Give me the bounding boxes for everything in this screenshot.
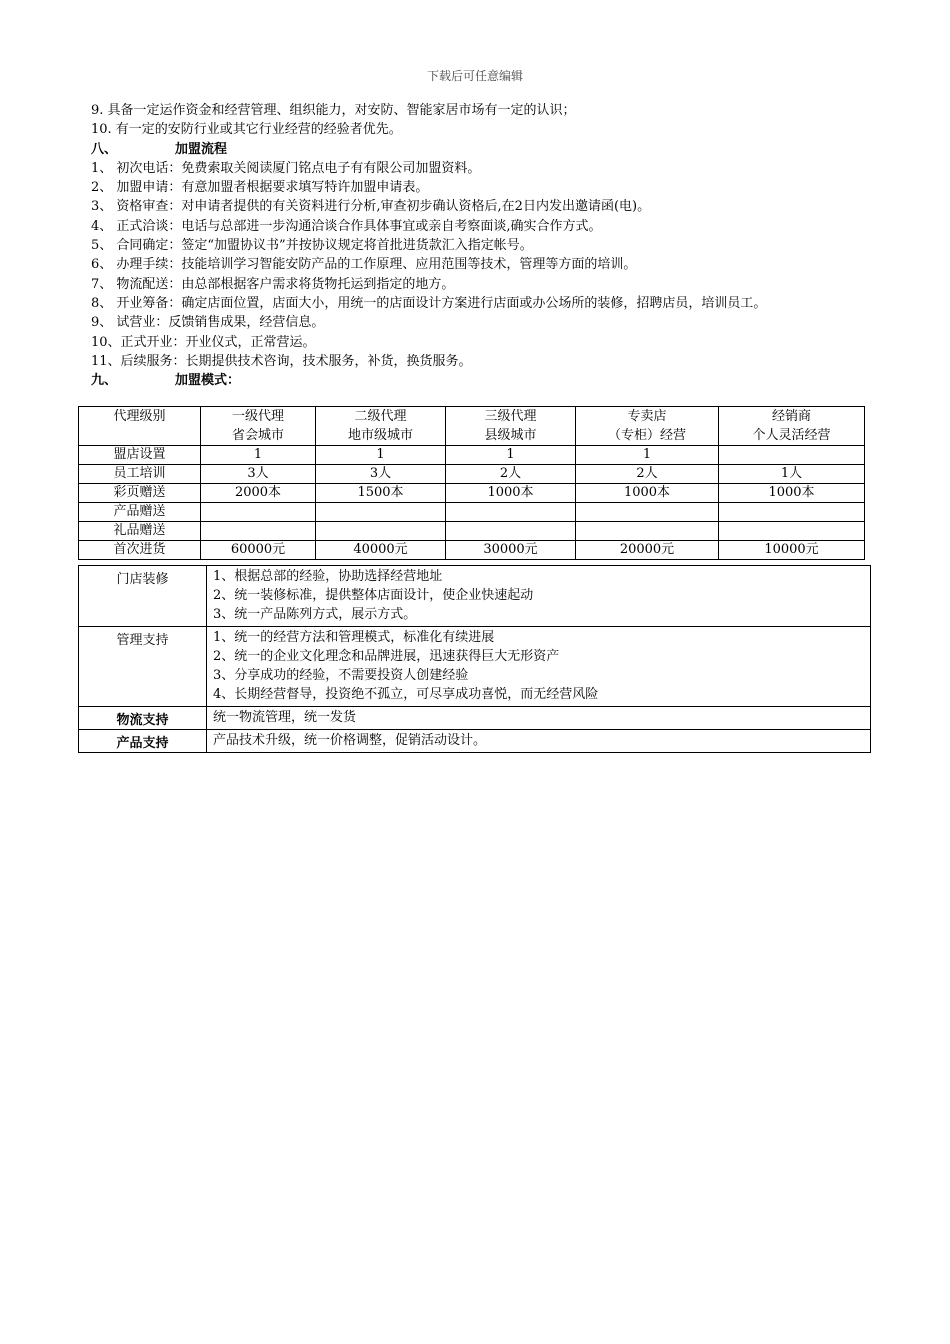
table-cell: 20000元 [576, 541, 719, 560]
section-title: 加盟流程 [175, 141, 228, 157]
support-line: 统一物流管理，统一发货 [213, 710, 357, 725]
section-heading-franchise-process [91, 140, 871, 159]
row-label: 盟店设置 [79, 446, 201, 465]
process-step: 5、 合同确定：签定“加盟协议书”并按协议规定将首批进货款汇入指定帐号。 [91, 238, 533, 254]
table-cell: 1000本 [446, 484, 576, 503]
column-header: 二级代理 地市级城市 [316, 407, 446, 446]
support-row [79, 707, 871, 730]
table-cell: 1500本 [316, 484, 446, 503]
support-line: 4、长期经营督导，投资绝不孤立，可尽享成功喜悦，而无经营风险 [213, 687, 599, 702]
support-content [207, 707, 871, 730]
section-heading-franchise-model [91, 371, 871, 390]
table-cell: 60000元 [201, 541, 316, 560]
table-cell [316, 503, 446, 522]
table-cell [201, 522, 316, 541]
support-line: 3、分享成功的经验，不需要投资人创建经验 [213, 668, 469, 683]
table-cell: 3人 [201, 465, 316, 484]
table-cell: 1 [201, 446, 316, 465]
requirement-10: 10. 有一定的安防行业或其它行业经营的经验者优先。 [91, 122, 402, 138]
process-step: 10、正式开业：开业仪式，正常营运。 [91, 334, 316, 350]
table-corner-cell: 代理级别 [79, 407, 201, 446]
table-cell [719, 522, 865, 541]
support-line: 1、统一的经营方法和管理模式，标准化有续进展 [213, 630, 495, 645]
row-label: 彩页赠送 [79, 484, 201, 503]
page-header: 下载后可任意编辑 [426, 69, 523, 83]
support-line: 2、统一装修标准，提供整体店面设计，使企业快速起动 [213, 588, 534, 603]
row-label: 首次进货 [79, 541, 201, 560]
table-header-row [79, 407, 865, 446]
requirement-9: 9. 具备一定运作资金和经营管理、组织能力，对安防、智能家居市场有一定的认识； [91, 103, 576, 118]
support-line: 1、根据总部的经验，协助选择经营地址 [213, 569, 443, 584]
table-row [79, 446, 865, 465]
support-label: 物流支持 [79, 707, 207, 730]
support-line: 产品技术升级，统一价格调整，促销活动设计。 [213, 733, 487, 748]
table-cell: 2000本 [201, 484, 316, 503]
table-cell: 1000本 [719, 484, 865, 503]
table-cell [719, 503, 865, 522]
table-row [79, 503, 865, 522]
row-label: 产品赠送 [79, 503, 201, 522]
process-step: 4、 正式洽谈：电话与总部进一步沟通洽谈合作具体事宜或亲自考察面谈,确实合作方式。 [91, 218, 602, 234]
process-step: 7、 物流配送：由总部根据客户需求将货物托运到指定的地方。 [91, 276, 455, 292]
process-step: 11、后续服务：长期提供技术咨询，技术服务，补货，换货服务。 [91, 353, 472, 369]
support-label: 管理支持 [79, 627, 207, 707]
section-number: 八、 [91, 141, 118, 157]
table-cell: 40000元 [316, 541, 446, 560]
support-row [79, 627, 871, 707]
column-header: 专卖店 （专柜）经营 [576, 407, 719, 446]
table-cell [719, 446, 865, 465]
row-label: 礼品赠送 [79, 522, 201, 541]
table-cell: 2人 [576, 465, 719, 484]
table-cell: 3人 [316, 465, 446, 484]
support-content [207, 627, 871, 707]
column-header: 经销商 个人灵活经营 [719, 407, 865, 446]
process-step: 3、 资格审查：对申请者提供的有关资料进行分析,审查初步确认资格后,在2日内发出邀请函(电)。 [91, 199, 651, 215]
table-cell: 1 [316, 446, 446, 465]
section-number: 九、 [91, 373, 118, 389]
support-line: 2、统一的企业文化理念和品牌进展，迅速获得巨大无形资产 [213, 649, 560, 664]
table-cell [446, 503, 576, 522]
table-cell [201, 503, 316, 522]
table-cell: 1人 [719, 465, 865, 484]
table-cell [446, 522, 576, 541]
table-cell: 1 [446, 446, 576, 465]
table-cell: 10000元 [719, 541, 865, 560]
table-row [79, 484, 865, 503]
table-cell [576, 522, 719, 541]
franchise-support-table [78, 565, 871, 753]
column-header: 一级代理 省会城市 [201, 407, 316, 446]
support-label: 产品支持 [79, 730, 207, 753]
support-label: 门店装修 [79, 566, 207, 627]
table-row [79, 465, 865, 484]
table-cell: 30000元 [446, 541, 576, 560]
row-label: 员工培训 [79, 465, 201, 484]
process-step: 2、 加盟申请：有意加盟者根据要求填写特许加盟申请表。 [91, 180, 429, 196]
support-row [79, 730, 871, 753]
support-content [207, 730, 871, 753]
process-step: 8、 开业筹备：确定店面位置，店面大小，用统一的店面设计方案进行店面或办公场所的装修，招聘店员，培训员工。 [91, 295, 767, 311]
table-cell: 1000本 [576, 484, 719, 503]
table-cell [576, 503, 719, 522]
table-cell: 2人 [446, 465, 576, 484]
table-row [79, 522, 865, 541]
process-step: 9、 试营业：反馈销售成果，经营信息。 [91, 315, 325, 331]
support-line: 3、统一产品陈列方式，展示方式。 [213, 607, 417, 622]
process-step: 1、 初次电话：免费索取关阅读厦门铭点电子有有限公司加盟资料。 [91, 160, 481, 176]
table-row [79, 541, 865, 560]
section-title: 加盟模式： [175, 373, 241, 389]
document-body [91, 101, 871, 390]
column-header: 三级代理 县级城市 [446, 407, 576, 446]
support-content [207, 566, 871, 627]
table-cell: 1 [576, 446, 719, 465]
table-cell [316, 522, 446, 541]
process-step: 6、 办理手续：技能培训学习智能安防产品的工作原理、应用范围等技术，管理等方面的培训。 [91, 257, 637, 273]
franchise-level-table [78, 406, 865, 560]
support-row [79, 566, 871, 627]
